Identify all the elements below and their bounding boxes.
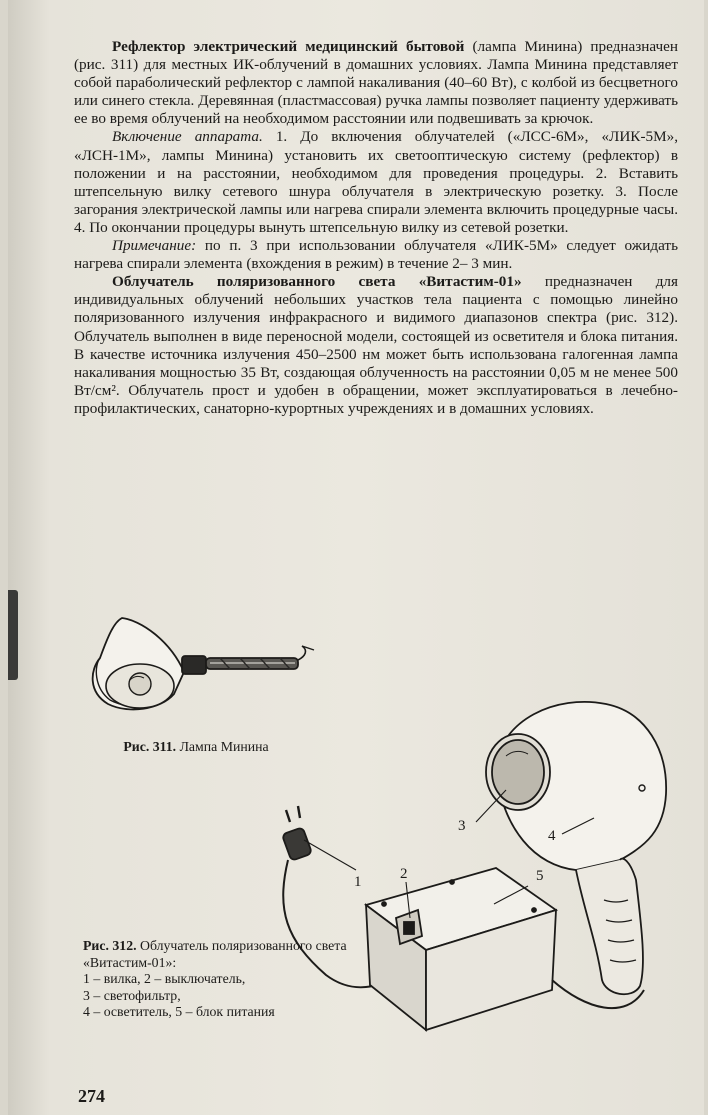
callout-5: 5 <box>536 868 544 884</box>
book-page <box>8 0 704 1115</box>
paragraph-vitastim: Облучатель поляризованного света «Витастим-01» предназначен для индивидуальных облучений небольших участков тела пациента с помощью линейно поляризованного излучения инфракрасного и видимого диапазонов спектра (рис. 312). Облучатель выполнен в виде переносной модели, состоящей из осветителя и блока питания. В качестве источника излучения 450–2500 нм может быть использована галогенная лампа накаливания мощностью 35 Вт, создающая облученность на расстоянии 0,05 м не менее 500 Вт/см². Облучатель прост и удобен в обращении, может эксплуатироваться в лечебно-профилактических, санаторно-курортных учреждениях и в домашних условиях. <box>74 273 678 417</box>
callout-1: 1 <box>354 874 362 890</box>
page-number: 274 <box>78 1086 105 1106</box>
paragraph-note: Примечание: по п. 3 при использовании облучателя «ЛИК-5М» следует ожидать нагрева спирали элемента (вхождения в режим) в течение 2– 3 мин. <box>74 237 678 273</box>
paragraph-minin-lamp: Рефлектор электрический медицинский бытовой (лампа Минина) предназначен (рис. 311) для местных ИК-облучений в домашних условиях. Лампа Минина представляет собой параболический рефлектор с лампой накаливания (40–60 Вт), с колбой из бесцветного или синего стекла. Деревянная (пластмассовая) ручка лампы позволяет пациенту удерживать ее во время облучений на необходимом расстоянии или подвешивать за крючок. <box>74 38 678 128</box>
callout-3: 3 <box>458 818 466 834</box>
figure-312-caption: Рис. 312. Облучатель поляризованного света «Витастим-01»: 1 – вилка, 2 – выключатель, 3 – светофильтр, 4 – осветитель, 5 – блок питания <box>83 938 353 1021</box>
paragraph-switching-on: Включение аппарата. 1. До включения облучателей («ЛСС-6М», «ЛИК-5М», «ЛСН-1М», лампы Минина) установить их светооптическую систему (рефлектор) в положении и на расстоянии, необходимом для проведения процедуры. 2. Вставить штепсельную вилку сетевого шнура облучателя в электрическую розетку. 3. После загорания электрической лампы или нагрева спирали элемента включить процедурные часы. 4. По окончании процедуры вынуть штепсельную вилку из сетевой розетки. <box>74 128 678 236</box>
figure-311-caption: Рис. 311. Лампа Минина <box>123 739 269 754</box>
callout-2: 2 <box>400 866 408 882</box>
body-text <box>74 38 678 418</box>
legend-line: 4 – осветитель, 5 – блок питания <box>83 1004 275 1019</box>
legend-line: 3 – светофильтр, <box>83 987 181 1003</box>
callout-4: 4 <box>548 828 556 844</box>
legend-line: 1 – вилка, 2 – выключатель, <box>83 971 246 986</box>
book-spine-shadow <box>8 590 18 680</box>
